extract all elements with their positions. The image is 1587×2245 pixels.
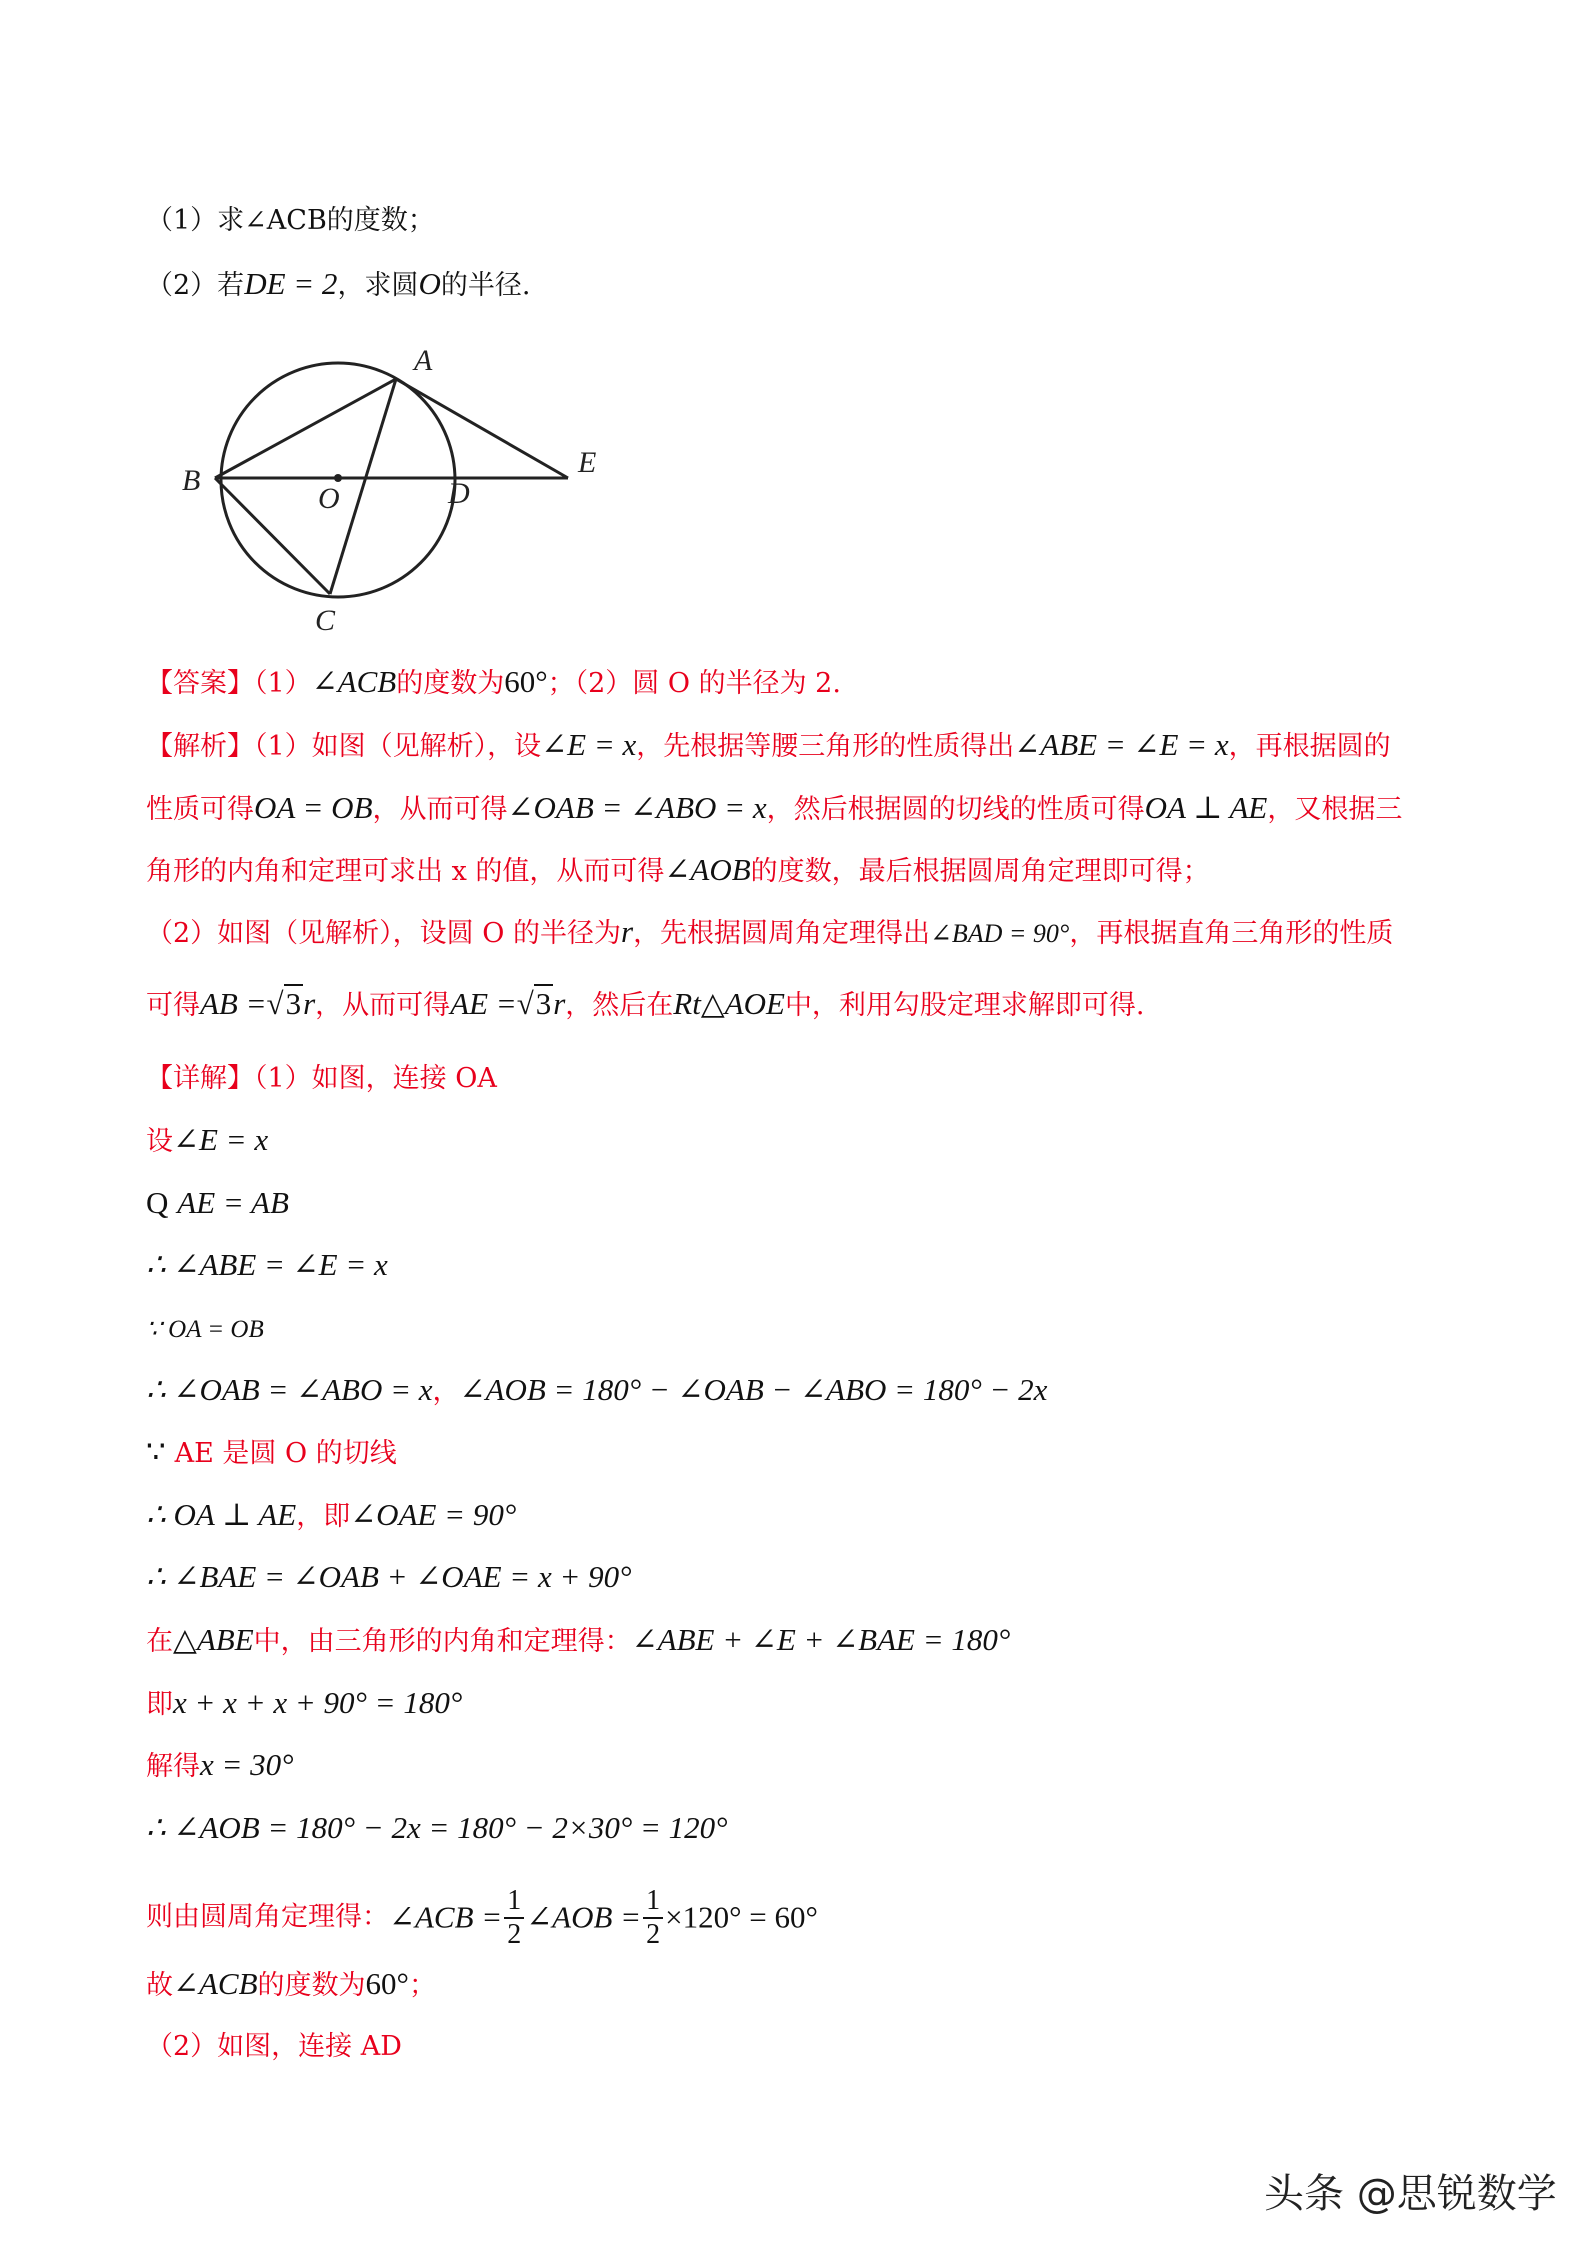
question-part-2: （2）若DE = 2，求圆O的半径. <box>146 266 531 301</box>
detail-line-15: 故∠ACB的度数为60°； <box>146 1966 436 2001</box>
label-e: E <box>578 446 597 479</box>
analysis-line-3: 角形的内角和定理可求出 x 的值，从而可得∠AOB的度数，最后根据圆周角定理即可得； <box>146 852 1210 887</box>
detail-line-13: ∴ ∠AOB = 180° − 2x = 180° − 2×30° = 120° <box>146 1810 728 1845</box>
detail-line-14: 则由圆周角定理得：∠ACB = $\frac{1}{2}$ ∠AOB = $\frac{1}{2}$ ×120° = 60° <box>146 1884 818 1950</box>
analysis-line-2: 性质可得OA = OB，从而可得∠OAB = ∠ABO = x，然后根据圆的切线的性质可得OA ⊥ AE，又根据三 <box>146 790 1403 825</box>
center-dot <box>334 474 342 482</box>
watermark: 头条 @思锐数学 <box>1264 2171 1557 2217</box>
label-c: C <box>315 604 336 637</box>
fraction-half-1: $\frac{1}{2}$ <box>504 1885 524 1951</box>
answer-line: 【答案】（1）∠ACB的度数为60°；（2）圆 O 的半径为 2. <box>146 664 841 699</box>
detail-line-11: 即x + x + x + 90° = 180° <box>146 1685 463 1720</box>
analysis-line-1: 【解析】（1）如图（见解析），设∠E = x，先根据等腰三角形的性质得出∠ABE = ∠E = x，再根据圆的 <box>146 727 1391 762</box>
analysis-line-4: （2）如图（见解析），设圆 O 的半径为r，先根据圆周角定理得出∠BAD = 90°，再根据直角三角形的性质 <box>146 914 1394 949</box>
detail-line-7: ∵ AE 是圆 O 的切线 <box>146 1434 397 1469</box>
analysis-line-5: 可得AB =√3r，从而可得AE =√3r，然后在Rt△AOE中，利用勾股定理求解即可得. <box>146 986 1145 1021</box>
detail-line-10: 在△ABE中，由三角形的内角和定理得：∠ABE + ∠E + ∠BAE = 180° <box>146 1622 1011 1657</box>
question-part-1: （1）求∠ACB的度数； <box>146 205 435 236</box>
detail-line-8: ∴ OA ⊥ AE，即∠OAE = 90° <box>146 1497 517 1532</box>
geometry-figure <box>170 340 630 640</box>
segment-ae <box>396 379 568 478</box>
detail-line-6: ∴ ∠OAB = ∠ABO = x，∠AOB = 180° − ∠OAB − ∠ABO = 180° − 2x <box>146 1372 1048 1407</box>
detail-line-9: ∴ ∠BAE = ∠OAB + ∠OAE = x + 90° <box>146 1559 632 1594</box>
label-d: D <box>448 477 470 510</box>
label-b: B <box>182 464 201 497</box>
fraction-half-2: $\frac{1}{2}$ <box>643 1885 663 1951</box>
detail-line-3: Q AE = AB <box>146 1185 289 1220</box>
detail-line-4: ∴ ∠ABE = ∠E = x <box>146 1247 388 1282</box>
detail-line-1: 【详解】（1）如图，连接 OA <box>146 1063 497 1094</box>
label-a: A <box>414 344 433 377</box>
detail-line-12: 解得x = 30° <box>146 1747 294 1782</box>
detail-line-16: （2）如图，连接 AD <box>146 2031 402 2062</box>
detail-line-2: 设∠E = x <box>146 1122 269 1157</box>
detail-line-5: ∵ OA = OB <box>146 1316 264 1343</box>
label-o: O <box>318 482 340 515</box>
